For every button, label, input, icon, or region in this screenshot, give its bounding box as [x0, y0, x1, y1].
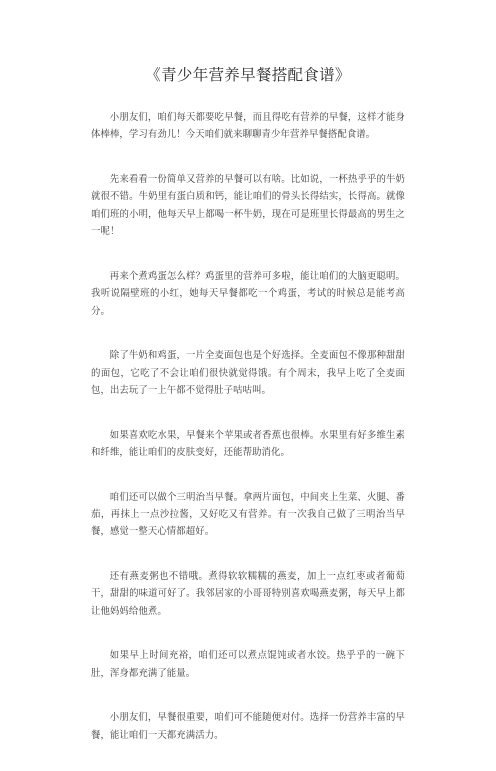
paragraph: 如果喜欢吃水果，早餐来个苹果或者香蕉也很棒。水果里有好多维生素和纤维，能让咱们的皮肤变好，还能帮助消化。: [91, 429, 405, 459]
paragraph: 如果早上时间充裕，咱们还可以煮点馄饨或者水饺。热乎乎的一碗下肚，浑身都充满了能量。: [91, 650, 405, 679]
paragraph: 还有燕麦粥也不错哦。煮得软软糯糯的燕麦，加上一点红枣或者葡萄干，甜甜的味道可好了。我邻居家的小哥哥特别喜欢喝燕麦粥，每天早上都让他妈妈给他煮。: [91, 571, 405, 617]
paragraph: 除了牛奶和鸡蛋，一片全麦面包也是个好选择。全麦面包不像那种甜甜的面包，它吃了不会让咱们很快就觉得饿。有个周末，我早上吃了全麦面包，出去玩了一上午都不觉得肚子咕咕叫。: [91, 350, 405, 397]
paragraph: 先来看看一份简单又营养的早餐可以有啥。比如说，一杯热乎乎的牛奶就很不错。牛奶里有蛋白质和钙，能让咱们的骨头长得结实，长得高。就像咱们班的小明，他每天早上都喝一杯牛奶，现在可是班里长得最高的男生之一呢！: [91, 174, 405, 238]
paragraph: 小朋友们，咱们每天都要吃早餐，而且得吃有营养的早餐，这样才能身体棒棒，学习有劲儿！今天咱们就来聊聊青少年营养早餐搭配食谱。: [91, 112, 405, 141]
paragraph: 再来个煮鸡蛋怎么样？鸡蛋里的营养可多啦，能让咱们的大脑更聪明。我听说隔壁班的小红，她每天早餐都吃一个鸡蛋，考试的时候总是能考高分。: [91, 270, 405, 317]
paragraph: 小朋友们，早餐很重要，咱们可不能随便对付。选择一份营养丰富的早餐，能让咱们一天都充满活力。: [91, 712, 405, 741]
document-body: [91, 109, 405, 771]
paragraph: 咱们还可以做个三明治当早餐。拿两片面包，中间夹上生菜、火腿、番茄，再抹上一点沙拉酱，又好吃又有营养。有一次我自己做了三明治当早餐，感觉一整天心情都超好。: [91, 491, 405, 538]
document-title: 《青少年营养早餐搭配食谱》: [145, 66, 351, 84]
